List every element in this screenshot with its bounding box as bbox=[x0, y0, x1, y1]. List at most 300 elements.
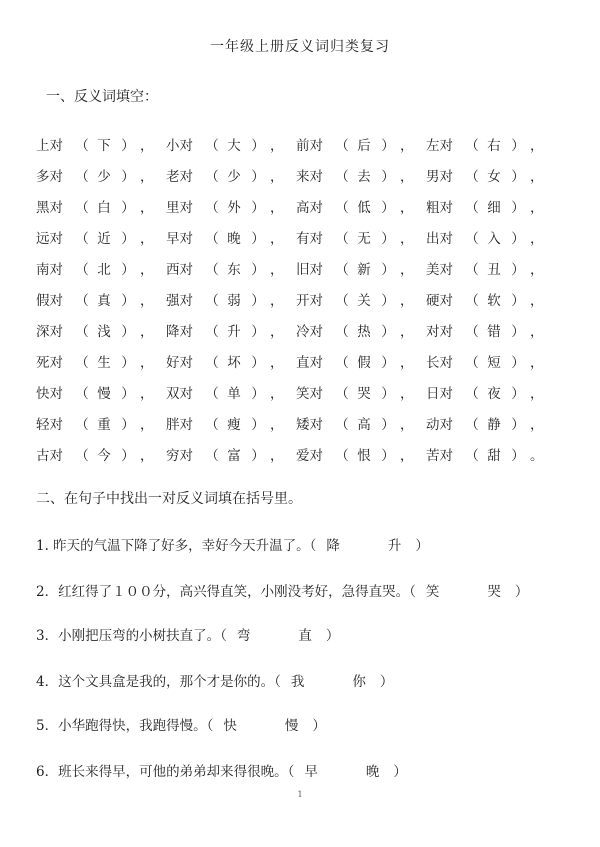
antonym-row bbox=[36, 407, 556, 438]
page-number: 1 bbox=[297, 790, 303, 799]
antonym-answer: 大 bbox=[227, 137, 241, 154]
right-paren: ） bbox=[381, 447, 395, 464]
answer-second: 你 bbox=[352, 674, 366, 690]
antonym-row bbox=[36, 345, 556, 376]
left-paren: （ bbox=[75, 323, 89, 340]
antonym-answer: 入 bbox=[487, 230, 501, 247]
answer-second: 晚 bbox=[365, 764, 380, 780]
antonym-answer: 甜 bbox=[487, 447, 501, 464]
sentence-item bbox=[36, 534, 429, 554]
left-paren: （ bbox=[75, 199, 89, 216]
antonym-answer: 瘦 bbox=[227, 416, 241, 433]
right-paren: ） bbox=[511, 261, 525, 278]
separator: ， bbox=[530, 261, 544, 278]
right-paren: ） bbox=[381, 323, 395, 340]
antonym-word: 胖对 bbox=[166, 416, 193, 433]
antonym-pair bbox=[296, 289, 426, 309]
answer-first: 降 bbox=[326, 538, 340, 554]
separator: ， bbox=[530, 292, 544, 309]
separator: ， bbox=[530, 168, 544, 185]
close-paren: ） bbox=[312, 718, 326, 734]
antonym-word: 高对 bbox=[296, 199, 323, 216]
right-paren: ） bbox=[381, 385, 395, 402]
antonym-word: 对对 bbox=[426, 323, 453, 340]
antonym-answer: 坏 bbox=[227, 354, 241, 371]
right-paren: ） bbox=[511, 447, 525, 464]
antonym-pair bbox=[36, 413, 166, 433]
right-paren: ） bbox=[251, 292, 265, 309]
antonym-row bbox=[36, 159, 556, 190]
left-paren: （ bbox=[205, 230, 219, 247]
left-paren: （ bbox=[465, 416, 479, 433]
separator: ， bbox=[140, 199, 154, 216]
antonym-answer: 少 bbox=[227, 168, 241, 185]
antonym-word: 里对 bbox=[166, 199, 193, 216]
antonym-pair bbox=[426, 444, 556, 464]
antonym-answer: 近 bbox=[97, 230, 111, 247]
antonym-word: 左对 bbox=[426, 137, 453, 154]
antonym-answer: 无 bbox=[357, 230, 371, 247]
antonym-pair bbox=[296, 165, 426, 185]
left-paren: （ bbox=[75, 230, 89, 247]
antonym-pair bbox=[36, 258, 166, 278]
left-paren: （ bbox=[335, 354, 349, 371]
separator: ， bbox=[270, 199, 284, 216]
antonym-pair bbox=[166, 196, 296, 216]
answer-second: 直 bbox=[298, 628, 312, 644]
antonym-word: 多对 bbox=[36, 168, 63, 185]
antonym-word: 冷对 bbox=[296, 323, 323, 340]
antonym-word: 假对 bbox=[36, 292, 63, 309]
separator: ， bbox=[270, 416, 284, 433]
left-paren: （ bbox=[335, 416, 349, 433]
answer-second: 慢 bbox=[284, 718, 299, 734]
separator: ， bbox=[400, 323, 414, 340]
antonym-pair bbox=[426, 196, 556, 216]
antonym-answer: 恨 bbox=[357, 447, 371, 464]
right-paren: ） bbox=[121, 416, 135, 433]
antonym-row bbox=[36, 438, 556, 469]
antonym-word: 矮对 bbox=[296, 416, 323, 433]
sentence-item bbox=[36, 760, 407, 780]
separator: ， bbox=[140, 385, 154, 402]
answer-first: 早 bbox=[304, 764, 318, 780]
left-paren: （ bbox=[335, 385, 349, 402]
antonym-pair bbox=[426, 165, 556, 185]
left-paren: （ bbox=[205, 168, 219, 185]
separator: ， bbox=[270, 385, 284, 402]
left-paren: （ bbox=[205, 354, 219, 371]
antonym-pair bbox=[296, 444, 426, 464]
separator: ， bbox=[530, 416, 544, 433]
antonym-pair bbox=[36, 165, 166, 185]
antonym-word: 旧对 bbox=[296, 261, 323, 278]
page-title: 一年级上册反义词归类复习 bbox=[210, 39, 390, 55]
separator: ， bbox=[530, 354, 544, 371]
antonym-answer: 弱 bbox=[227, 292, 241, 309]
antonym-word: 快对 bbox=[36, 385, 63, 402]
antonym-word: 有对 bbox=[296, 230, 323, 247]
left-paren: （ bbox=[205, 447, 219, 464]
left-paren: （ bbox=[75, 292, 89, 309]
left-paren: （ bbox=[75, 416, 89, 433]
antonym-word: 来对 bbox=[296, 168, 323, 185]
antonym-row bbox=[36, 128, 556, 159]
separator: 。 bbox=[530, 447, 544, 464]
antonym-row bbox=[36, 376, 556, 407]
antonym-pair bbox=[36, 444, 166, 464]
sentence-item bbox=[36, 580, 528, 600]
sentence-text: 2．红红得了１００分，高兴得直笑，小刚没考好，急得直哭。（ bbox=[36, 584, 416, 600]
right-paren: ） bbox=[251, 416, 265, 433]
antonym-word: 男对 bbox=[426, 168, 453, 185]
section-1-heading: 一、反义词填空： bbox=[46, 89, 158, 105]
answer-first: 笑 bbox=[425, 584, 440, 600]
right-paren: ） bbox=[121, 447, 135, 464]
antonym-pair bbox=[296, 258, 426, 278]
right-paren: ） bbox=[511, 137, 525, 154]
right-paren: ） bbox=[121, 385, 135, 402]
left-paren: （ bbox=[465, 137, 479, 154]
antonym-pair bbox=[36, 196, 166, 216]
left-paren: （ bbox=[335, 230, 349, 247]
antonym-word: 早对 bbox=[166, 230, 193, 247]
right-paren: ） bbox=[381, 292, 395, 309]
left-paren: （ bbox=[465, 447, 479, 464]
separator: ， bbox=[270, 261, 284, 278]
separator: ， bbox=[140, 261, 154, 278]
antonym-word: 好对 bbox=[166, 354, 193, 371]
antonym-row bbox=[36, 221, 556, 252]
sentence-text: 5．小华跑得快，我跑得慢。（ bbox=[36, 718, 214, 734]
right-paren: ） bbox=[121, 292, 135, 309]
left-paren: （ bbox=[205, 292, 219, 309]
right-paren: ） bbox=[251, 230, 265, 247]
antonym-word: 老对 bbox=[166, 168, 193, 185]
separator: ， bbox=[140, 230, 154, 247]
antonym-answer: 单 bbox=[227, 385, 241, 402]
separator: ， bbox=[270, 230, 284, 247]
left-paren: （ bbox=[335, 261, 349, 278]
left-paren: （ bbox=[465, 292, 479, 309]
right-paren: ） bbox=[381, 416, 395, 433]
antonym-answer: 假 bbox=[357, 354, 371, 371]
answer-first: 我 bbox=[290, 674, 305, 690]
right-paren: ） bbox=[511, 168, 525, 185]
separator: ， bbox=[140, 292, 154, 309]
antonym-answer: 后 bbox=[357, 137, 371, 154]
antonym-answer: 去 bbox=[357, 168, 371, 185]
antonym-row bbox=[36, 252, 556, 283]
antonym-word: 笑对 bbox=[296, 385, 323, 402]
answer-second: 哭 bbox=[487, 584, 501, 600]
antonym-pair bbox=[36, 134, 166, 154]
antonym-row bbox=[36, 283, 556, 314]
antonym-pair bbox=[296, 320, 426, 340]
separator: ， bbox=[400, 416, 414, 433]
antonym-answer: 女 bbox=[487, 168, 501, 185]
antonym-pair bbox=[296, 382, 426, 402]
antonym-pair bbox=[166, 382, 296, 402]
antonym-pair bbox=[426, 258, 556, 278]
antonym-word: 动对 bbox=[426, 416, 453, 433]
close-paren: ） bbox=[415, 538, 429, 554]
left-paren: （ bbox=[205, 385, 219, 402]
right-paren: ） bbox=[251, 261, 265, 278]
antonym-grid bbox=[36, 128, 556, 469]
antonym-pair bbox=[166, 289, 296, 309]
antonym-pair bbox=[36, 351, 166, 371]
left-paren: （ bbox=[75, 168, 89, 185]
antonym-pair bbox=[426, 413, 556, 433]
close-paren: ） bbox=[393, 764, 407, 780]
antonym-word: 远对 bbox=[36, 230, 63, 247]
separator: ， bbox=[270, 323, 284, 340]
separator: ， bbox=[400, 354, 414, 371]
answer-second: 升 bbox=[387, 538, 402, 554]
sentence-item bbox=[36, 714, 326, 734]
sentence-text: 3．小刚把压弯的小树扶直了。（ bbox=[36, 628, 227, 644]
antonym-word: 粗对 bbox=[426, 199, 453, 216]
antonym-pair bbox=[426, 320, 556, 340]
separator: ， bbox=[400, 447, 414, 464]
right-paren: ） bbox=[251, 447, 265, 464]
left-paren: （ bbox=[205, 137, 219, 154]
antonym-word: 死对 bbox=[36, 354, 63, 371]
antonym-word: 前对 bbox=[296, 137, 323, 154]
separator: ， bbox=[400, 168, 414, 185]
right-paren: ） bbox=[121, 354, 135, 371]
antonym-pair bbox=[296, 227, 426, 247]
antonym-pair bbox=[36, 227, 166, 247]
left-paren: （ bbox=[335, 447, 349, 464]
right-paren: ） bbox=[511, 292, 525, 309]
antonym-answer: 高 bbox=[357, 416, 371, 433]
right-paren: ） bbox=[251, 199, 265, 216]
antonym-row bbox=[36, 190, 556, 221]
antonym-answer: 右 bbox=[487, 137, 501, 154]
separator: ， bbox=[400, 292, 414, 309]
sentence-text: 6．班长来得早，可他的弟弟却来得很晚。（ bbox=[36, 764, 295, 780]
separator: ， bbox=[140, 354, 154, 371]
antonym-answer: 白 bbox=[97, 199, 111, 216]
antonym-word: 爱对 bbox=[296, 447, 323, 464]
right-paren: ） bbox=[511, 199, 525, 216]
antonym-answer: 错 bbox=[487, 323, 501, 340]
separator: ， bbox=[530, 385, 544, 402]
section-2-heading: 二、在句子中找出一对反义词填在括号里。 bbox=[36, 491, 302, 507]
antonym-pair bbox=[426, 134, 556, 154]
antonym-pair bbox=[166, 165, 296, 185]
separator: ， bbox=[400, 261, 414, 278]
antonym-pair bbox=[166, 413, 296, 433]
antonym-answer: 低 bbox=[357, 199, 371, 216]
right-paren: ） bbox=[251, 323, 265, 340]
separator: ， bbox=[400, 385, 414, 402]
sentence-item bbox=[36, 624, 339, 644]
separator: ， bbox=[270, 168, 284, 185]
close-paren: ） bbox=[379, 674, 394, 690]
right-paren: ） bbox=[511, 230, 525, 247]
right-paren: ） bbox=[511, 416, 525, 433]
antonym-word: 深对 bbox=[36, 323, 63, 340]
antonym-word: 小对 bbox=[166, 137, 193, 154]
antonym-pair bbox=[426, 227, 556, 247]
left-paren: （ bbox=[465, 323, 479, 340]
antonym-pair bbox=[296, 196, 426, 216]
antonym-answer: 真 bbox=[97, 292, 111, 309]
antonym-answer: 慢 bbox=[97, 385, 111, 402]
right-paren: ） bbox=[511, 323, 525, 340]
antonym-word: 美对 bbox=[426, 261, 453, 278]
antonym-answer: 软 bbox=[487, 292, 501, 309]
answer-first: 快 bbox=[223, 718, 237, 734]
sentence-text: 4．这个文具盒是我的，那个才是你的。（ bbox=[36, 674, 281, 690]
left-paren: （ bbox=[335, 168, 349, 185]
right-paren: ） bbox=[381, 261, 395, 278]
antonym-answer: 重 bbox=[97, 416, 111, 433]
separator: ， bbox=[270, 292, 284, 309]
antonym-answer: 静 bbox=[487, 416, 501, 433]
close-paren: ） bbox=[325, 628, 340, 644]
sentence-text: 1. 昨天的气温下降了好多，幸好今天升温了。（ bbox=[36, 538, 317, 554]
antonym-answer: 东 bbox=[227, 261, 241, 278]
antonym-word: 穷对 bbox=[166, 447, 193, 464]
separator: ， bbox=[140, 323, 154, 340]
left-paren: （ bbox=[335, 292, 349, 309]
answer-first: 弯 bbox=[236, 628, 251, 644]
antonym-pair bbox=[426, 382, 556, 402]
antonym-word: 轻对 bbox=[36, 416, 63, 433]
left-paren: （ bbox=[465, 230, 479, 247]
antonym-word: 双对 bbox=[166, 385, 193, 402]
antonym-answer: 关 bbox=[357, 292, 371, 309]
right-paren: ） bbox=[121, 230, 135, 247]
antonym-answer: 今 bbox=[97, 447, 111, 464]
separator: ， bbox=[140, 137, 154, 154]
antonym-pair bbox=[36, 289, 166, 309]
left-paren: （ bbox=[335, 199, 349, 216]
antonym-pair bbox=[296, 351, 426, 371]
antonym-answer: 细 bbox=[487, 199, 501, 216]
antonym-answer: 新 bbox=[357, 261, 371, 278]
antonym-answer: 哭 bbox=[357, 385, 371, 402]
antonym-answer: 少 bbox=[97, 168, 111, 185]
antonym-pair bbox=[296, 134, 426, 154]
antonym-word: 硬对 bbox=[426, 292, 453, 309]
right-paren: ） bbox=[511, 354, 525, 371]
right-paren: ） bbox=[381, 354, 395, 371]
antonym-answer: 下 bbox=[97, 137, 111, 154]
antonym-word: 日对 bbox=[426, 385, 453, 402]
antonym-answer: 外 bbox=[227, 199, 241, 216]
antonym-word: 长对 bbox=[426, 354, 453, 371]
left-paren: （ bbox=[75, 137, 89, 154]
antonym-pair bbox=[36, 320, 166, 340]
antonym-answer: 富 bbox=[227, 447, 241, 464]
left-paren: （ bbox=[75, 261, 89, 278]
separator: ， bbox=[400, 137, 414, 154]
antonym-pair bbox=[166, 227, 296, 247]
separator: ， bbox=[400, 199, 414, 216]
antonym-word: 开对 bbox=[296, 292, 323, 309]
separator: ， bbox=[140, 416, 154, 433]
antonym-row bbox=[36, 314, 556, 345]
antonym-pair bbox=[296, 413, 426, 433]
sentence-item bbox=[36, 670, 393, 690]
right-paren: ） bbox=[251, 354, 265, 371]
left-paren: （ bbox=[465, 261, 479, 278]
left-paren: （ bbox=[75, 354, 89, 371]
separator: ， bbox=[270, 354, 284, 371]
antonym-answer: 浅 bbox=[97, 323, 111, 340]
left-paren: （ bbox=[465, 168, 479, 185]
antonym-word: 南对 bbox=[36, 261, 63, 278]
left-paren: （ bbox=[205, 323, 219, 340]
right-paren: ） bbox=[381, 230, 395, 247]
antonym-pair bbox=[36, 382, 166, 402]
separator: ， bbox=[530, 323, 544, 340]
right-paren: ） bbox=[251, 168, 265, 185]
antonym-word: 西对 bbox=[166, 261, 193, 278]
right-paren: ） bbox=[511, 385, 525, 402]
antonym-word: 黑对 bbox=[36, 199, 63, 216]
separator: ， bbox=[530, 230, 544, 247]
separator: ， bbox=[140, 168, 154, 185]
antonym-answer: 热 bbox=[357, 323, 371, 340]
left-paren: （ bbox=[75, 447, 89, 464]
antonym-pair bbox=[166, 320, 296, 340]
right-paren: ） bbox=[121, 137, 135, 154]
antonym-pair bbox=[166, 444, 296, 464]
left-paren: （ bbox=[465, 354, 479, 371]
right-paren: ） bbox=[251, 385, 265, 402]
left-paren: （ bbox=[75, 385, 89, 402]
antonym-word: 上对 bbox=[36, 137, 63, 154]
antonym-answer: 北 bbox=[97, 261, 111, 278]
left-paren: （ bbox=[205, 261, 219, 278]
antonym-answer: 短 bbox=[487, 354, 501, 371]
close-paren: ） bbox=[514, 584, 529, 600]
antonym-word: 苦对 bbox=[426, 447, 453, 464]
separator: ， bbox=[270, 447, 284, 464]
antonym-word: 直对 bbox=[296, 354, 323, 371]
antonym-answer: 生 bbox=[97, 354, 111, 371]
antonym-answer: 丑 bbox=[487, 261, 501, 278]
separator: ， bbox=[400, 230, 414, 247]
left-paren: （ bbox=[335, 137, 349, 154]
antonym-pair bbox=[166, 351, 296, 371]
antonym-pair bbox=[166, 134, 296, 154]
separator: ， bbox=[140, 447, 154, 464]
antonym-pair bbox=[426, 351, 556, 371]
separator: ， bbox=[530, 199, 544, 216]
right-paren: ） bbox=[121, 199, 135, 216]
antonym-word: 古对 bbox=[36, 447, 63, 464]
right-paren: ） bbox=[381, 199, 395, 216]
right-paren: ） bbox=[121, 168, 135, 185]
left-paren: （ bbox=[465, 199, 479, 216]
antonym-word: 降对 bbox=[166, 323, 193, 340]
antonym-answer: 晚 bbox=[227, 230, 241, 247]
right-paren: ） bbox=[121, 261, 135, 278]
right-paren: ） bbox=[381, 137, 395, 154]
left-paren: （ bbox=[205, 416, 219, 433]
antonym-word: 强对 bbox=[166, 292, 193, 309]
left-paren: （ bbox=[335, 323, 349, 340]
antonym-word: 出对 bbox=[426, 230, 453, 247]
antonym-pair bbox=[426, 289, 556, 309]
